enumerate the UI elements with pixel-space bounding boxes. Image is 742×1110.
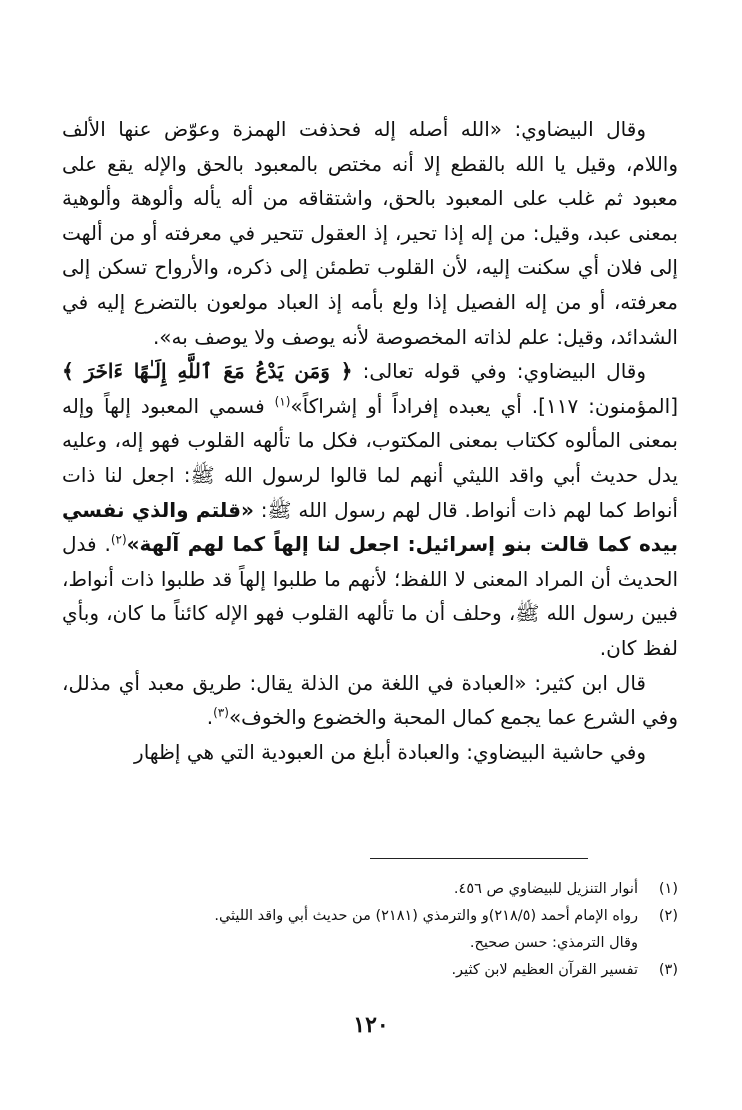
footnote-number: (٢) xyxy=(658,908,678,924)
paragraph-text: . فدل الحديث أن المراد المعنى لا اللفظ؛ لأنهم ما طلبوا إلهاً قد طلبوا ذات أنواط، فبين رسول الله ﷺ، وحلف أن ما تألهه القلوب فهو الإله كائناً ما كان، وبأي لفظ كان. xyxy=(62,532,678,660)
paragraph-text: فسمي المعبود إلهاً وإله بمعنى المألوه ككتاب بمعنى المكتوب، فكل ما تألهه القلوب فهو إله، وعليه يدل حديث أبي واقد الليثي أنهم لما قالوا لرسول الله ﷺ: اجعل لنا ذات أنواط كما لهم ذات أنواط. قال لهم رسول الله ﷺ: xyxy=(62,393,678,522)
footnote-3 xyxy=(62,957,678,984)
paragraph-ibn-kathir xyxy=(62,666,678,735)
footnote-text: رواه الإمام أحمد (٢١٨/٥)و والترمذي (٢١٨١) من حديث أبي واقد الليثي. xyxy=(214,908,638,924)
footnote-text: أنوار التنزيل للبيضاوي ص ٤٥٦. xyxy=(453,881,638,897)
quran-verse: ﴿ وَمَن يَدْعُ مَعَ ٱللَّهِ إِلَـٰهًا ءَاخَرَ ﴾ xyxy=(62,359,353,384)
main-text xyxy=(62,112,678,769)
footnote-2 xyxy=(62,903,678,930)
paragraph-baydawi-verse xyxy=(62,354,678,665)
footnote-number: (١) xyxy=(658,881,678,897)
ibn-kathir-intro: قال ابن كثير: xyxy=(526,670,646,695)
hadith-quote: «قلتم والذي نفسي بيده كما قالت بنو إسرائيل: اجعل لنا إلهاً كما لهم آلهة» xyxy=(62,497,678,557)
verse-intro: وقال البيضاوي: وفي قوله تعالى: xyxy=(352,359,647,384)
footnote-text: وقال الترمذي: حسن صحيح. xyxy=(469,935,638,951)
footnotes xyxy=(62,876,678,984)
page-number: ١٢٠ xyxy=(353,1012,389,1038)
footnote-divider xyxy=(370,858,588,859)
footnote-text: تفسير القرآن العظيم لابن كثير. xyxy=(451,962,638,978)
footnote-number: (٣) xyxy=(658,962,678,978)
period: . xyxy=(206,705,214,730)
verse-reference: [المؤمنون: ١١٧]. أي يعبده إفراداً أو إشراكاً» xyxy=(290,393,678,418)
paragraph-baydawi-definition: وقال البيضاوي: «الله أصله إله فحذفت الهمزة وعوّض عنها الألف واللام، وقيل يا الله بالقطع إلا أنه مختص بالمعبود بالحق والإله يقع على معبود ثم غلب على المعبود بالحق، واشتقاقه من أله يأله وألوهة وألوهية بمعنى عبد، وقيل: من إله إذا تحير، إذ العقول تتحير في معرفته أو من ألهت إلى فلان أي سكنت إليه، لأن القلوب تطمئن إلى ذكره، والأرواح تسكن إلى معرفته، أو من إله الفصيل إذا ولع بأمه إذ العباد مولعون بالتضرع إليه في الشدائد، وقيل: علم لذاته المخصوصة لأنه يوصف ولا يوصف به». xyxy=(62,117,678,349)
paragraph-hashiya: وفي حاشية البيضاوي: والعبادة أبلغ من العبودية التي هي إظهار xyxy=(134,739,646,764)
footnote-ref-2[interactable]: (٢) xyxy=(110,532,127,547)
footnote-ref-3[interactable]: (٣) xyxy=(213,705,229,720)
footnote-ref-1[interactable]: (١) xyxy=(274,394,291,409)
footnote-1 xyxy=(62,876,678,903)
ibn-kathir-quote: «العبادة في اللغة من الذلة يقال: طريق معبد أي مذلل، وفي الشرع عما يجمع كمال المحبة والخضوع والخوف» xyxy=(62,670,678,730)
footnote-2-continuation xyxy=(62,930,678,957)
